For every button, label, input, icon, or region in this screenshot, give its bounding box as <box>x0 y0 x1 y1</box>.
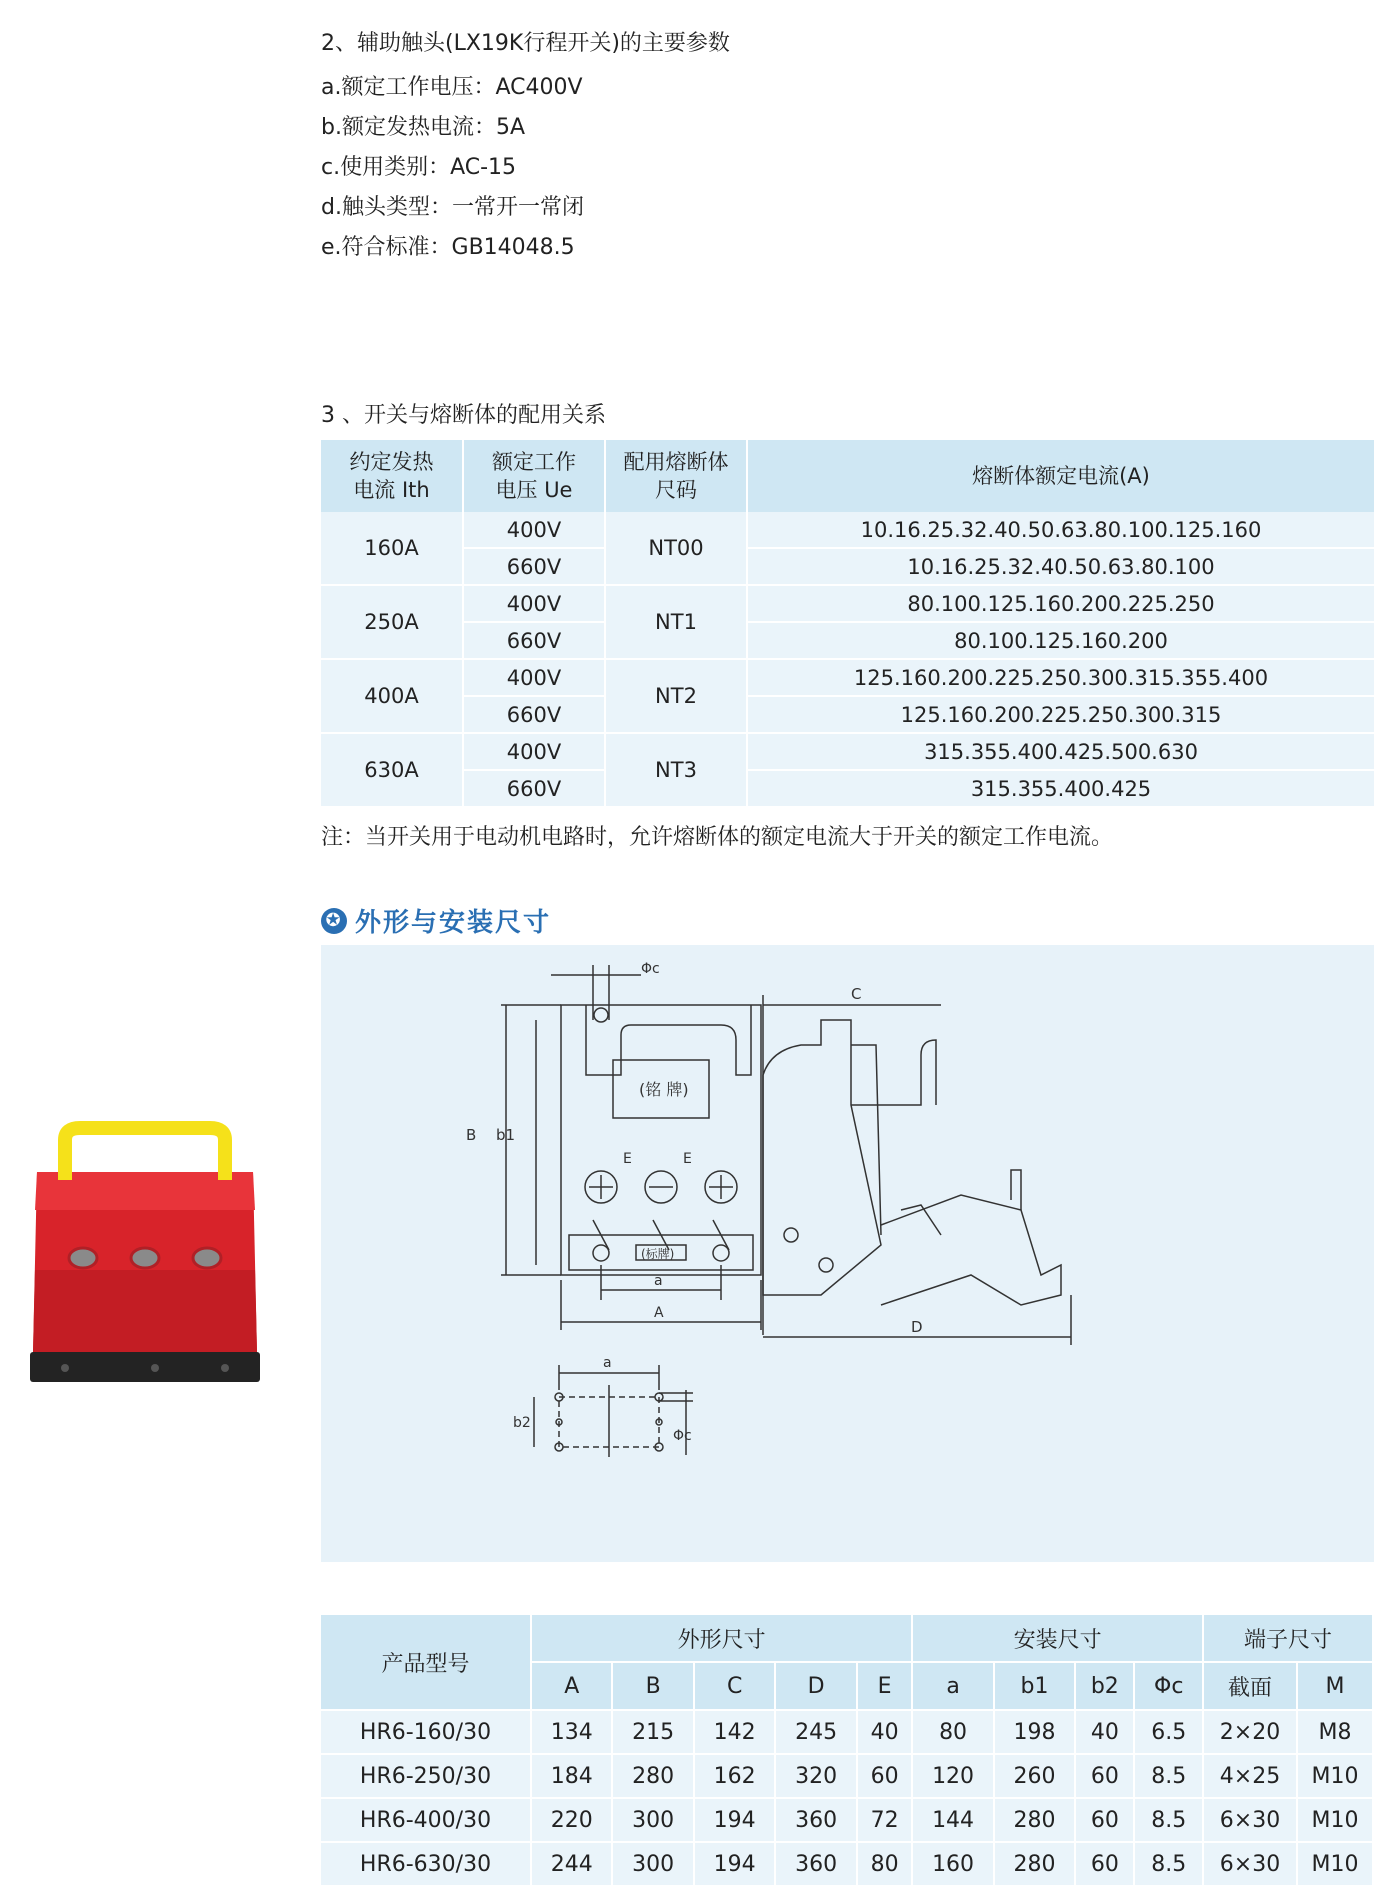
dim-B: B <box>466 1126 477 1144</box>
sub-header: b2 <box>1075 1662 1134 1710</box>
cell-model: HR6-250/30 <box>321 1754 531 1798</box>
header-outline: 外形尺寸 <box>531 1615 912 1662</box>
dim-a: a <box>654 1273 663 1289</box>
dimension-drawing <box>321 945 1374 1562</box>
cell-value: 245 <box>775 1710 856 1754</box>
table-row <box>321 733 1374 770</box>
table-row <box>321 1710 1373 1754</box>
cell-value: 60 <box>857 1754 913 1798</box>
label-plate: (标牌) <box>641 1247 675 1261</box>
dim-phic2: Φc <box>673 1428 692 1444</box>
header-mount: 安装尺寸 <box>912 1615 1203 1662</box>
cell-ue: 660V <box>463 696 605 733</box>
cell-value: 2×20 <box>1203 1710 1297 1754</box>
sub-header: C <box>694 1662 775 1710</box>
cell-value: 8.5 <box>1134 1798 1203 1842</box>
cell-value: 215 <box>612 1710 693 1754</box>
table-row <box>321 770 1374 807</box>
cell-value: 60 <box>1075 1842 1134 1886</box>
star-icon: ✪ <box>321 908 347 934</box>
cell-ue: 400V <box>463 659 605 696</box>
section4-title <box>321 902 551 939</box>
table-row <box>321 622 1374 659</box>
cell-value: 300 <box>612 1798 693 1842</box>
cell-ue: 660V <box>463 622 605 659</box>
cell-value: 80 <box>912 1710 993 1754</box>
cell-value: M8 <box>1297 1710 1373 1754</box>
cell-value: 134 <box>531 1710 612 1754</box>
cell-value: 244 <box>531 1842 612 1886</box>
cell-value: 144 <box>912 1798 993 1842</box>
cell-value: M10 <box>1297 1798 1373 1842</box>
cell-current: 80.100.125.160.200 <box>747 622 1374 659</box>
cell-current: 315.355.400.425 <box>747 770 1374 807</box>
cell-value: 280 <box>994 1798 1075 1842</box>
cell-ith: 400A <box>321 659 463 733</box>
cell-value: 194 <box>694 1798 775 1842</box>
header-terminal: 端子尺寸 <box>1203 1615 1373 1662</box>
cell-value: 6×30 <box>1203 1798 1297 1842</box>
table-row <box>321 659 1374 696</box>
cell-value: 280 <box>612 1754 693 1798</box>
cell-value: 320 <box>775 1754 856 1798</box>
header-current: 熔断体额定电流(A) <box>747 440 1374 512</box>
cell-value: 72 <box>857 1798 913 1842</box>
dim-E1: E <box>623 1151 632 1167</box>
cell-ue: 400V <box>463 585 605 622</box>
sub-header: M <box>1297 1662 1373 1710</box>
sub-header: B <box>612 1662 693 1710</box>
cell-value: 6×30 <box>1203 1842 1297 1886</box>
dim-b2: b2 <box>513 1415 531 1431</box>
param-line-e: e.符合标准：GB14048.5 <box>321 235 575 260</box>
dim-a2: a <box>603 1355 612 1371</box>
dimension-drawing-panel <box>321 945 1374 1562</box>
cell-ith: 160A <box>321 512 463 585</box>
cell-value: 142 <box>694 1710 775 1754</box>
table-note: 注：当开关用于电动机电路时，允许熔断体的额定电流大于开关的额定工作电流。 <box>321 825 1114 850</box>
nameplate-label: (铭 牌) <box>639 1080 689 1099</box>
cell-value: 198 <box>994 1710 1075 1754</box>
section4-title-text: 外形与安装尺寸 <box>355 908 552 938</box>
table-row <box>321 512 1374 548</box>
sub-header: b1 <box>994 1662 1075 1710</box>
section3-title: 3 、开关与熔断体的配用关系 <box>321 403 606 428</box>
cell-value: 6.5 <box>1134 1710 1203 1754</box>
cell-value: 162 <box>694 1754 775 1798</box>
cell-value: 120 <box>912 1754 993 1798</box>
cell-ith: 250A <box>321 585 463 659</box>
cell-size: NT2 <box>605 659 747 733</box>
cell-ue: 400V <box>463 512 605 548</box>
cell-value: 8.5 <box>1134 1754 1203 1798</box>
dim-D: D <box>911 1318 923 1336</box>
table-row <box>321 1798 1373 1842</box>
cell-size: NT00 <box>605 512 747 585</box>
cell-value: 60 <box>1075 1754 1134 1798</box>
table-row <box>321 1754 1373 1798</box>
cell-ith: 630A <box>321 733 463 807</box>
header-model: 产品型号 <box>321 1615 531 1710</box>
sub-header: A <box>531 1662 612 1710</box>
params-title: 2、辅助触头(LX19K行程开关)的主要参数 <box>321 31 730 56</box>
sub-header: 截面 <box>1203 1662 1297 1710</box>
dimension-table <box>321 1615 1374 1887</box>
cell-value: 300 <box>612 1842 693 1886</box>
header-size: 配用熔断体 尺码 <box>605 440 747 512</box>
cell-size: NT3 <box>605 733 747 807</box>
cell-value: 220 <box>531 1798 612 1842</box>
table-row <box>321 585 1374 622</box>
sub-header: Φc <box>1134 1662 1203 1710</box>
cell-current: 125.160.200.225.250.300.315 <box>747 696 1374 733</box>
cell-current: 10.16.25.32.40.50.63.80.100.125.160 <box>747 512 1374 548</box>
cell-value: 160 <box>912 1842 993 1886</box>
sub-header: D <box>775 1662 856 1710</box>
cell-value: 8.5 <box>1134 1842 1203 1886</box>
cell-current: 125.160.200.225.250.300.315.355.400 <box>747 659 1374 696</box>
cell-ue: 660V <box>463 548 605 585</box>
param-line-d: d.触头类型：一常开一常闭 <box>321 195 584 220</box>
sub-header: E <box>857 1662 913 1710</box>
header-ue: 额定工作 电压 Ue <box>463 440 605 512</box>
cell-model: HR6-160/30 <box>321 1710 531 1754</box>
param-line-a: a.额定工作电压：AC400V <box>321 75 583 100</box>
product-image <box>25 1120 265 1410</box>
fuse-table <box>321 440 1374 808</box>
cell-value: 60 <box>1075 1798 1134 1842</box>
cell-size: NT1 <box>605 585 747 659</box>
cell-value: M10 <box>1297 1754 1373 1798</box>
cell-value: 360 <box>775 1798 856 1842</box>
table-row <box>321 548 1374 585</box>
cell-value: 184 <box>531 1754 612 1798</box>
cell-ue: 660V <box>463 770 605 807</box>
cell-value: M10 <box>1297 1842 1373 1886</box>
dim-A: A <box>654 1305 664 1321</box>
dim-phic: Φc <box>641 961 660 977</box>
cell-value: 360 <box>775 1842 856 1886</box>
dim-b1: b1 <box>496 1126 516 1144</box>
sub-header: a <box>912 1662 993 1710</box>
param-line-c: c.使用类别：AC-15 <box>321 155 517 180</box>
cell-value: 40 <box>857 1710 913 1754</box>
cell-value: 80 <box>857 1842 913 1886</box>
cell-value: 40 <box>1075 1710 1134 1754</box>
dim-C: C <box>851 985 862 1003</box>
cell-model: HR6-400/30 <box>321 1798 531 1842</box>
header-ith: 约定发热 电流 Ith <box>321 440 463 512</box>
cell-current: 10.16.25.32.40.50.63.80.100 <box>747 548 1374 585</box>
cell-model: HR6-630/30 <box>321 1842 531 1886</box>
cell-current: 80.100.125.160.200.225.250 <box>747 585 1374 622</box>
cell-current: 315.355.400.425.500.630 <box>747 733 1374 770</box>
table-row <box>321 696 1374 733</box>
cell-value: 260 <box>994 1754 1075 1798</box>
cell-ue: 400V <box>463 733 605 770</box>
dim-E2: E <box>683 1151 692 1167</box>
cell-value: 194 <box>694 1842 775 1886</box>
cell-value: 4×25 <box>1203 1754 1297 1798</box>
param-line-b: b.额定发热电流：5A <box>321 115 526 140</box>
cell-value: 280 <box>994 1842 1075 1886</box>
table-row <box>321 1842 1373 1886</box>
